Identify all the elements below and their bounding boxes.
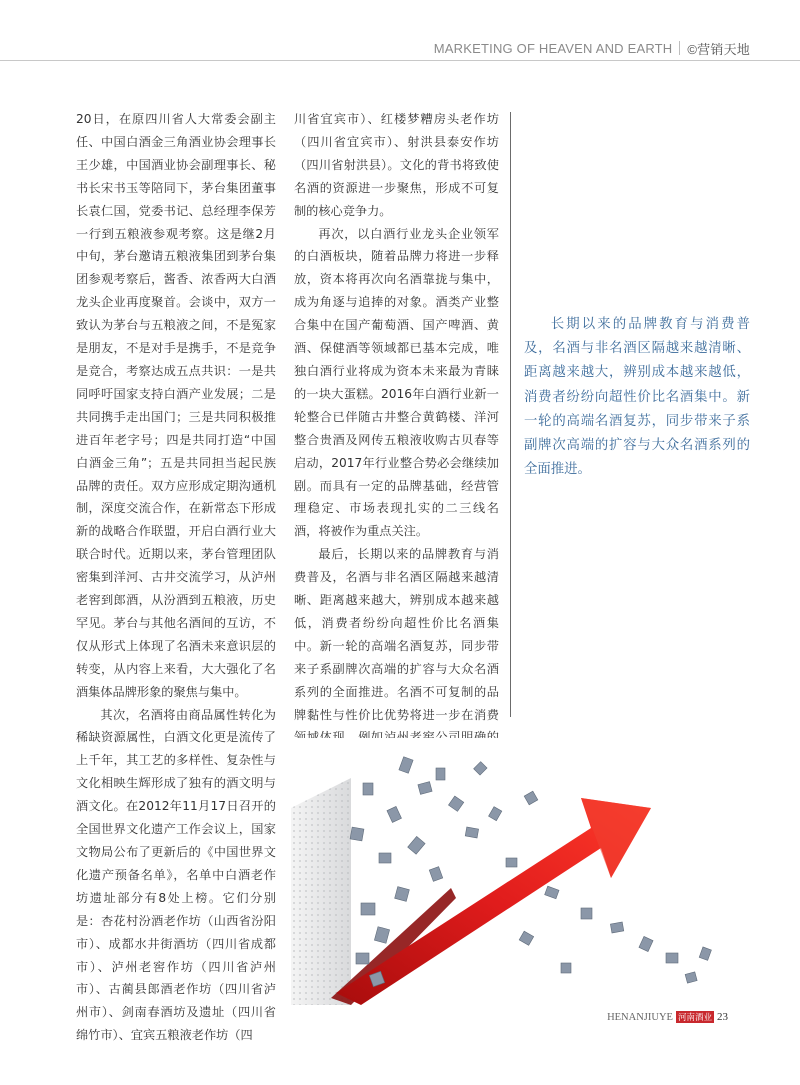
text-column-1 <box>76 108 276 1047</box>
header-separator <box>679 41 680 55</box>
header-rule <box>0 60 800 61</box>
pull-quote <box>524 313 750 482</box>
paragraph: 其次，名酒将由商品属性转化为稀缺资源属性，白酒文化更是流传了上千年，其工艺的多样性、复杂性与文化相映生辉形成了独有的酒文明与酒文化。在2012年11月17日召开的全国世界文化遗产工作会议上，国家文物局公布了更新后的《中国世界文化遗产预备名单》，名单中白酒老作坊遗址部分有8处上榜。它们分别是：杏花村汾酒老作坊（山西省汾阳市）、成都水井街酒坊（四川省成都市）、泸州老窖作坊（四川省泸州市）、古蔺县郎酒老作坊（四川省泸州市）、剑南春酒坊及遗址（四川省绵竹市）、宜宾五粮液老作坊（四 <box>76 707 276 1043</box>
paragraph: 最后，长期以来的品牌教育与消费普及，名酒与非名酒区隔越来越清晰、距离越来越大，辨别成本越来越低，消费者纷纷向超性价比名酒集中。新一轮的高端名酒复苏，同步带来子系副牌次高端的扩容与大众名酒系列的全面推进。名酒不可复制的品牌黏性与性价比优势将进一步在消费 <box>294 547 499 722</box>
paragraph: 20日，在原四川省人大常委会副主任、中国白酒金三角酒业协会理事长王少雄，中国酒业协会副理事长、秘书长宋书玉等陪同下，茅台集团董事长袁仁国，党委书记、总经理李保芳一行到五粮液参观考察。这是继2月中旬，茅台邀请五粮液集团到茅台集团参观考察后，酱香、浓香两大白酒龙头企业再度聚首。会谈中，双方一致认为茅台与五粮液之间，不是冤家是朋友，不是对手是携手，不是竞争是竞合，考察达成五点共识：一是共同呼吁国家支持白酒产业发展；二是共同携手走出国门；三是共同积极推进百年老字号；四是共同打造“中国白酒金三角”；五是共同担当起民族品牌的责任。双方应形成定期沟通机制，深度交流合作，在新常态下形成新的战略合作联盟，开启白酒行业大联合时代。近期以来，茅台管理团队密集到洋河、古井交流学习，从泸州老窖到郎酒，从汾酒到五粮液，历史罕见。茅台与其他名酒间的互访，不仅从形式上体现了名酒未来意识层的转变，从内容上来看，大大强化了名酒集体品牌形象的聚焦与集中。 <box>76 112 276 699</box>
running-header <box>434 38 750 58</box>
header-brand: ©营销天地 <box>687 41 750 57</box>
footer-magazine-name: HENANJIUYE <box>607 1011 673 1023</box>
arrow-illustration <box>291 738 725 1005</box>
pull-quote-text: 长期以来的品牌教育与消费普及，名酒与非名酒区隔越来越清晰、距离越来越大，辨别成本越来越低，消费者纷纷向超性价比名酒集中。新一轮的高端名酒复苏，同步带来子系副牌次高端的扩容与大众名酒系列的全面推进。 <box>524 317 750 478</box>
page-footer <box>607 1011 728 1023</box>
text-column-2 <box>294 108 499 772</box>
header-title-en: MARKETING OF HEAVEN AND EARTH <box>433 40 673 56</box>
page-number: 23 <box>717 1011 728 1023</box>
column-divider <box>510 112 511 717</box>
paragraph: 再次，以白酒行业龙头企业领军的白酒板块，随着品牌力将进一步释放，资本将再次向名酒靠拢与集中，成为角逐与追捧的对象。酒类产业整合集中在国产葡萄酒、国产啤酒、黄酒、保健酒等领域都已基本完成，唯独白酒行业将成为资本未来最为青睐的一块大蛋糕。2016年白酒行业新一轮整合已伴随古井整合黄鹤楼、洋河整合贵酒及网传五粮液收购古贝春等启动，2017年行业整合势必会继续加剧。而具有一定的品牌基础，经营管理稳定、市场表现扎实的二三线名酒，将被作为重点关注。 <box>294 226 499 539</box>
footer-badge: 河南酒业 <box>677 1012 712 1022</box>
paragraph: 川省宜宾市）、红楼梦糟房头老作坊（四川省宜宾市）、射洪县泰安作坊（四川省射洪县）。文化的背书将致使名酒的资源进一步聚焦，形成不可复制的核心竞争力。 <box>294 112 499 218</box>
arrow-breaking-wall-image <box>291 738 725 1005</box>
